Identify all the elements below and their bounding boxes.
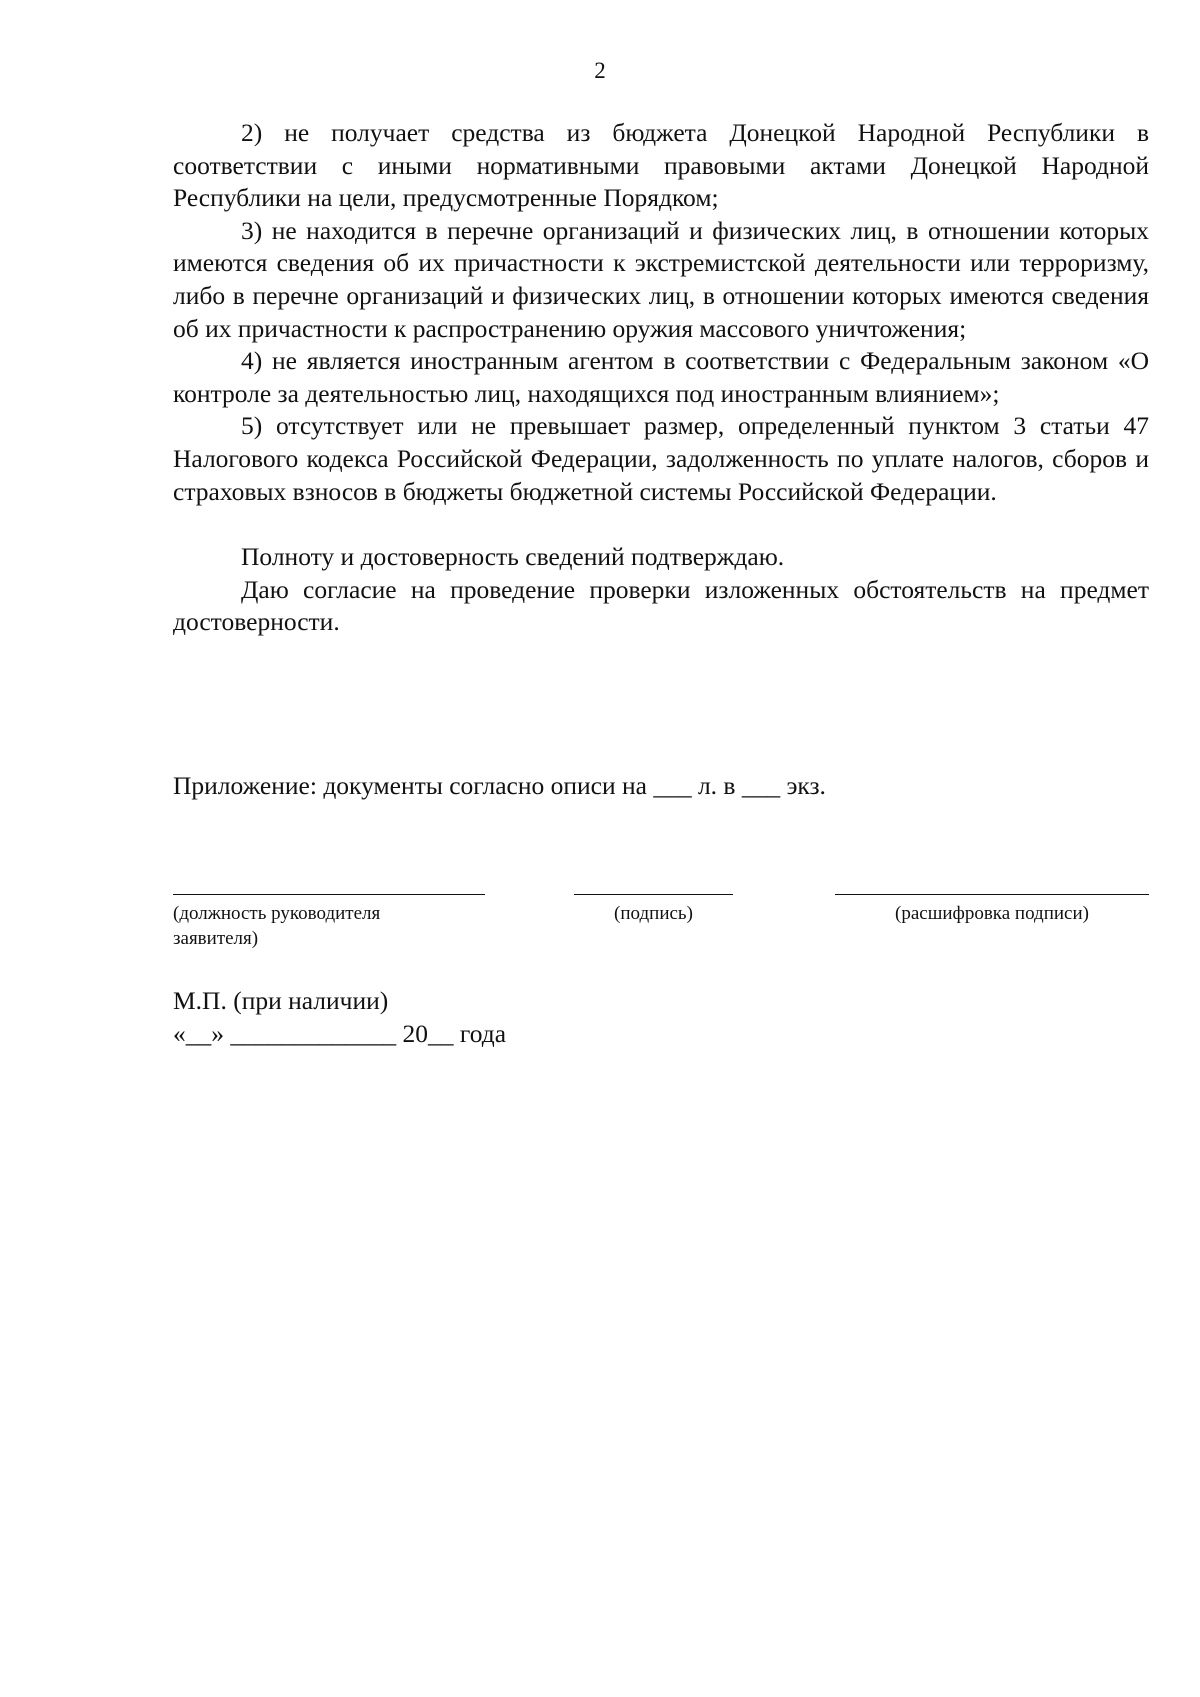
paragraph-item-5: 5) отсутствует или не превышает размер, определенный пунктом 3 статьи 47 Налогового кодекса Российской Федерации, задолженность по уплате налогов, сборов и страховых взносов в бюджеты бюджетной системы Российской Федерации. [173,411,1149,506]
attachment-line: Приложение: документы согласно описи на ___ л. в ___ экз. [173,771,826,800]
seal-and-date [173,984,506,1050]
signature-caption: (подпись) [614,903,693,924]
paragraph-item-4: 4) не является иностранным агентом в соответствии с Федеральным законом «О контроле за деятельностью лиц, находящихся под иностранным влиянием»; [173,346,1149,408]
seal-note: М.П. (при наличии) [173,986,389,1015]
page-number: 2 [594,58,606,83]
decode-caption: (расшифровка подписи) [895,903,1089,924]
document-body [173,117,1149,639]
paragraph-item-2: 2) не получает средства из бюджета Донецкой Народной Республики в соответствии с иными нормативными правовыми актами Донецкой Народной Республики на цели, предусмотренные Порядком; [173,118,1149,213]
paragraph-item-3: 3) не находится в перечне организаций и физических лиц, в отношении которых имеются сведения об их причастности к экстремистской деятельности или терроризму, либо в перечне организаций и физических лиц, в отношении которых имеются сведения об их причастности к распространению оружия массового уничтожения; [173,215,1149,343]
date-line: «__» _____________ 20__ года [173,1019,507,1048]
spacer [173,508,1149,541]
signature-line [574,894,733,895]
position-signature-line [173,894,485,895]
position-caption: (должность руководителя заявителя) [173,903,381,949]
confirmation-text: Полноту и достоверность сведений подтверждаю. [241,542,785,572]
consent-text: Даю согласие на проведение проверки изложенных обстоятельств на предмет достоверности. [173,574,1149,637]
decode-signature-line [835,894,1149,895]
